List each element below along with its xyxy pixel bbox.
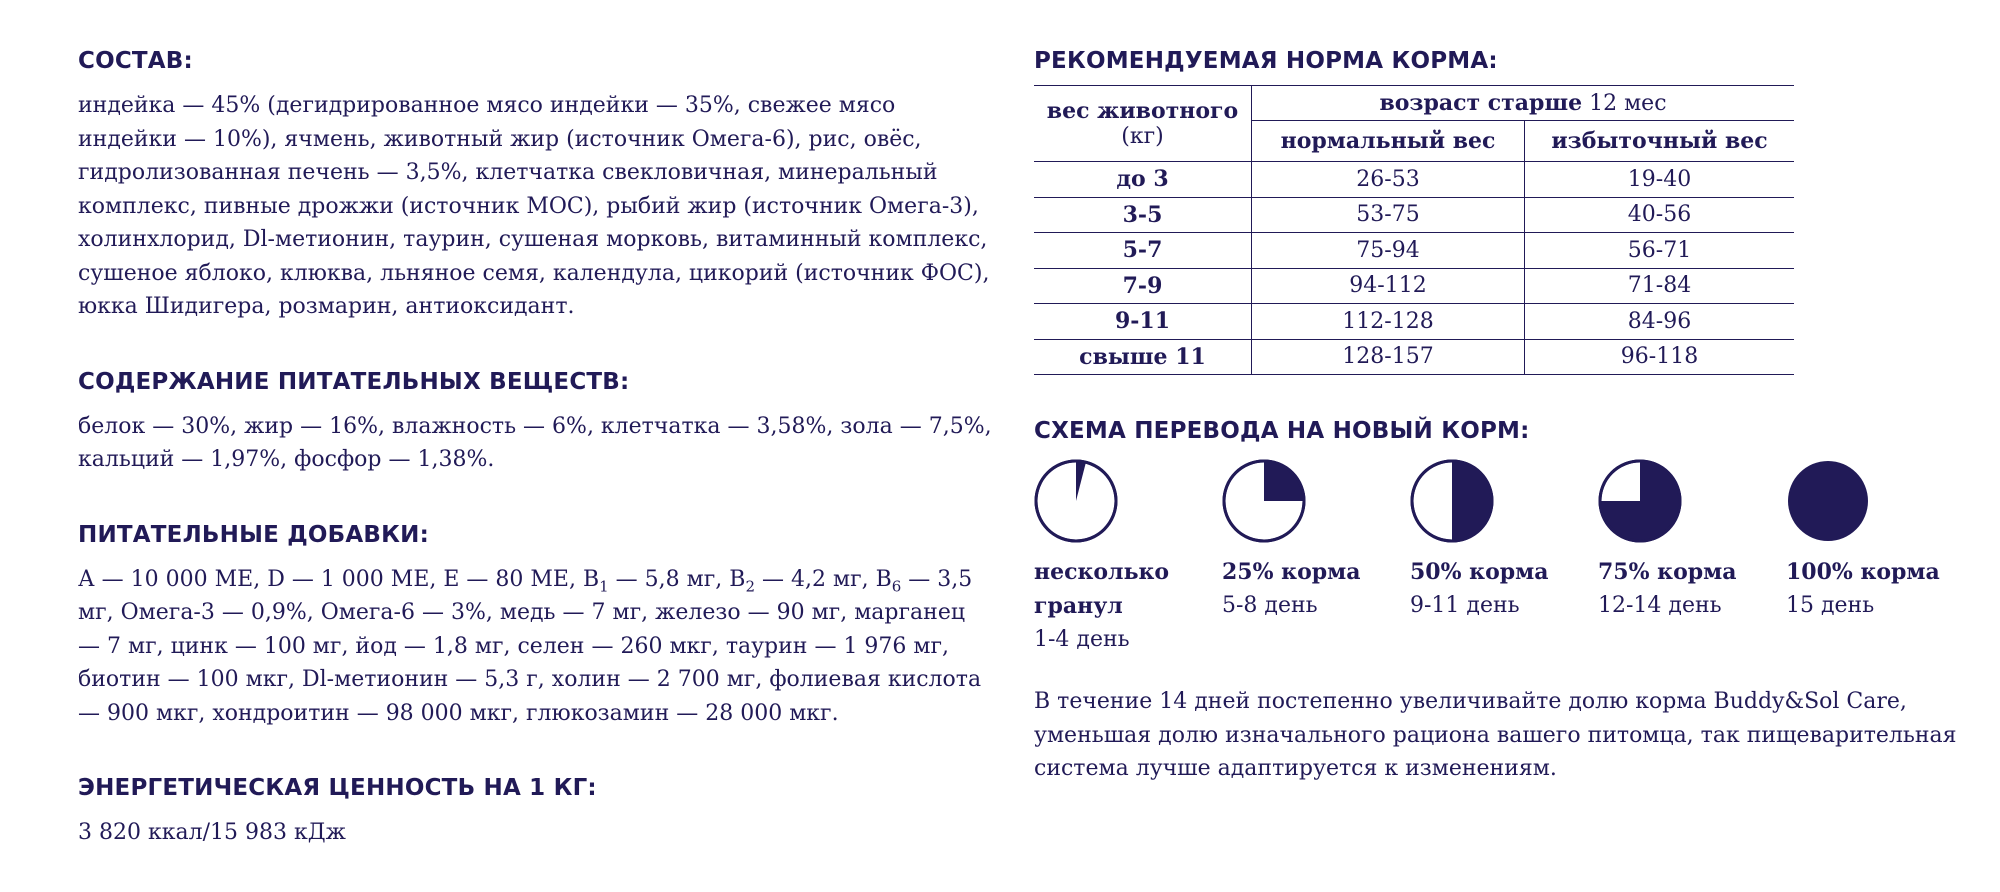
composition-text: индейка — 45% (дегидрированное мясо индейки — 35%, свежее мясо индейки — 10%), ячмень, животный жир (источник Омега-6), рис, овёс, гидролизованная печень — 3,5%, клетчатка свекловичная, минеральный комплекс, пивные дрожжи (источник МОС), рыбий жир (источник Омега-3), холинхлорид, Dl-метионин, таурин, сушеная морковь, витаминный комплекс, сушеное яблоко, клюква, льняное семя, календула, цикорий (источник ФОС), юкка Шидигера, розмарин, антиоксидант. xyxy=(78,93,990,319)
normal-weight-cell: 75-94 xyxy=(1252,233,1525,269)
normal-weight-cell: 94-112 xyxy=(1252,268,1525,304)
additives-heading: ПИТАТЕЛЬНЫЕ ДОБАВКИ: xyxy=(78,521,429,548)
left-column xyxy=(78,45,993,892)
pie-indicator-icon xyxy=(1598,459,1682,543)
normal-weight-cell: 112-128 xyxy=(1252,304,1525,340)
stage-title: несколько гранул xyxy=(1034,559,1170,619)
stage-day: 12-14 день xyxy=(1598,593,1722,618)
additives-sub1: 1 xyxy=(599,576,609,595)
additives-section xyxy=(78,519,993,731)
table-row xyxy=(1034,268,1794,304)
table-row xyxy=(1034,162,1794,198)
weight-cell: свыше 11 xyxy=(1034,339,1252,375)
stage-day: 9-11 день xyxy=(1410,593,1520,618)
transition-stage xyxy=(1410,459,1598,657)
over-weight-cell: 56-71 xyxy=(1525,233,1795,269)
weight-cell: до 3 xyxy=(1034,162,1252,198)
stage-day: 1-4 день xyxy=(1034,627,1130,652)
energy-text: 3 820 ккал/15 983 кДж xyxy=(78,820,346,845)
transition-stage xyxy=(1786,459,1974,657)
transition-stage xyxy=(1034,459,1222,657)
nutrients-heading: СОДЕРЖАНИЕ ПИТАТЕЛЬНЫХ ВЕЩЕСТВ: xyxy=(78,368,630,395)
over-weight-cell: 40-56 xyxy=(1525,197,1795,233)
additives-part1: А — 10 000 МЕ, D — 1 000 МЕ, Е — 80 МЕ, В xyxy=(78,566,600,592)
additives-text xyxy=(78,563,993,731)
pie-indicator-icon xyxy=(1786,459,1870,543)
normal-weight-cell: 26-53 xyxy=(1252,162,1525,198)
table-row xyxy=(1034,304,1794,340)
over-weight-cell: 71-84 xyxy=(1525,268,1795,304)
pie-indicator-icon xyxy=(1034,459,1118,543)
stage-day: 5-8 день xyxy=(1222,593,1318,618)
transition-stage xyxy=(1598,459,1786,657)
weight-cell: 3-5 xyxy=(1034,197,1252,233)
additives-part4: — 3,5 мг, Омега-3 — 0,9%, Омега-6 — 3%, медь — 7 мг, железо — 90 мг, марганец — 7 мг, цинк — 100 мг, йод — 1,8 мг, селен — 260 мкг, таурин — 1 976 мг, биотин — 100 мкг, Dl-метионин — 5,3 г, холин — 2 700 мг, фолиевая кислота — 900 мкг, хондроитин — 98 000 мкг, глюкозамин — 28 000 мкг. xyxy=(78,566,982,726)
stage-title: 75% корма xyxy=(1598,559,1737,585)
pie-indicator-icon xyxy=(1222,459,1306,543)
feeding-table-body xyxy=(1034,162,1794,375)
weight-header-line2: (кг) xyxy=(1121,124,1164,149)
normal-weight-cell: 53-75 xyxy=(1252,197,1525,233)
pie-indicator-icon xyxy=(1410,459,1494,543)
normal-weight-header: нормальный вес xyxy=(1252,121,1525,162)
age-header-rest: 12 мес xyxy=(1582,91,1667,116)
normal-weight-cell: 128-157 xyxy=(1252,339,1525,375)
nutrients-section xyxy=(78,366,993,477)
weight-header-line1: вес животного xyxy=(1046,98,1239,124)
right-column xyxy=(1034,45,1974,808)
transition-note: В течение 14 дней постепенно увеличивайте долю корма Buddy&Sol Care, уменьшая долю изначального рациона вашего питомца, так пищеварительная система лучше адаптируется к изменениям. xyxy=(1034,689,1957,781)
weight-cell: 9-11 xyxy=(1034,304,1252,340)
additives-sub3: 6 xyxy=(891,576,902,595)
weight-cell: 5-7 xyxy=(1034,233,1252,269)
transition-stage xyxy=(1222,459,1410,657)
stage-day: 15 день xyxy=(1786,593,1875,618)
feeding-table xyxy=(1034,85,1794,375)
over-weight-header: избыточный вес xyxy=(1525,121,1795,162)
table-row xyxy=(1034,197,1794,233)
additives-sub2: 2 xyxy=(745,576,755,595)
composition-section xyxy=(78,45,993,324)
over-weight-cell: 19-40 xyxy=(1525,162,1795,198)
age-header xyxy=(1252,86,1795,121)
transition-stages xyxy=(1034,459,1974,657)
norm-heading: РЕКОМЕНДУЕМАЯ НОРМА КОРМА: xyxy=(1034,48,1498,74)
transition-heading: СХЕМА ПЕРЕВОДА НА НОВЫЙ КОРМ: xyxy=(1034,418,1530,444)
weight-cell: 7-9 xyxy=(1034,268,1252,304)
weight-column-header xyxy=(1034,86,1252,162)
stage-title: 100% корма xyxy=(1786,559,1940,585)
table-row xyxy=(1034,339,1794,375)
energy-section xyxy=(78,772,993,850)
stage-title: 50% корма xyxy=(1410,559,1549,585)
additives-part2: — 5,8 мг, В xyxy=(608,566,746,592)
nutrients-text: белок — 30%, жир — 16%, влажность — 6%, клетчатка — 3,58%, зола — 7,5%, кальций — 1,97%, фосфор — 1,38%. xyxy=(78,413,992,472)
table-row xyxy=(1034,233,1794,269)
energy-heading: ЭНЕРГЕТИЧЕСКАЯ ЦЕННОСТЬ НА 1 КГ: xyxy=(78,775,597,801)
over-weight-cell: 96-118 xyxy=(1525,339,1795,375)
additives-part3: — 4,2 мг, В xyxy=(755,566,892,592)
age-header-bold: возраст старше xyxy=(1379,90,1583,116)
composition-heading: СОСТАВ: xyxy=(78,48,193,74)
stage-title: 25% корма xyxy=(1222,559,1361,585)
over-weight-cell: 84-96 xyxy=(1525,304,1795,340)
